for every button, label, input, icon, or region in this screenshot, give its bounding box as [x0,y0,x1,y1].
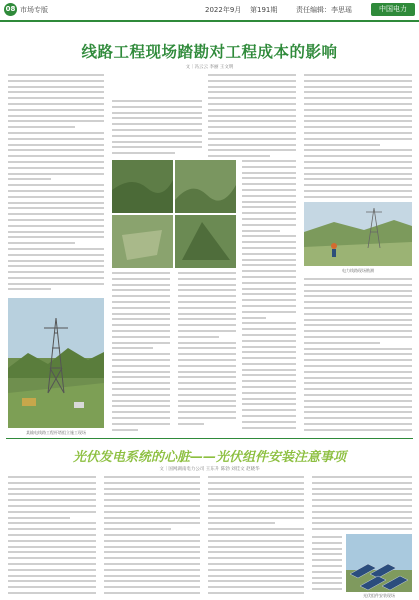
article1-column-5-top [304,74,412,200]
section-label: 市场专版 [20,6,48,14]
article1-column-2-bottom [112,272,170,432]
article2-column-1 [8,476,96,594]
construction-site-photo [8,298,104,428]
article1-column-5-bottom [304,278,412,434]
article2-column-2 [104,476,200,594]
page-header [0,0,419,22]
article-divider [6,438,413,439]
article1-column-1 [8,74,104,296]
article1-title: 线路工程现场踏勘对工程成本的影响 [81,43,338,61]
article2-column-4-bottom [312,536,342,592]
article1-column-2-top [112,100,202,158]
article1-column-4 [242,160,296,432]
article1-byline: 文｜冯云云 李丽 王文明 [185,65,234,70]
photo4-caption: 光伏组件安装现场 [363,593,395,598]
photo1-caption: 某输电线路工程杆塔组立施工现场 [26,430,86,435]
article2-column-3 [208,476,304,594]
survey-photo [304,202,412,266]
issue-number: 第191期 [250,6,278,14]
masthead-logo: 中国电力 [371,3,415,16]
article1-column-3 [178,272,236,432]
article2-title: 光伏发电系统的心脏——光伏组件安装注意事项 [72,450,346,465]
editor-credit: 责任编辑：李思瑶 [296,6,352,14]
photo3-caption: 电力线路现场勘测 [342,268,374,273]
article1-column-3-top [208,74,296,158]
issue-date: 2022年9月 [205,6,242,14]
page-number-badge: 08 [4,3,17,16]
terrain-photo-grid [112,160,236,268]
article2-byline: 文｜国网湖南电力公司 王东升 陈勃 刘佳文 赵晓华 [159,467,260,472]
article2-column-4-top [312,476,412,532]
solar-panel-photo [346,534,412,592]
